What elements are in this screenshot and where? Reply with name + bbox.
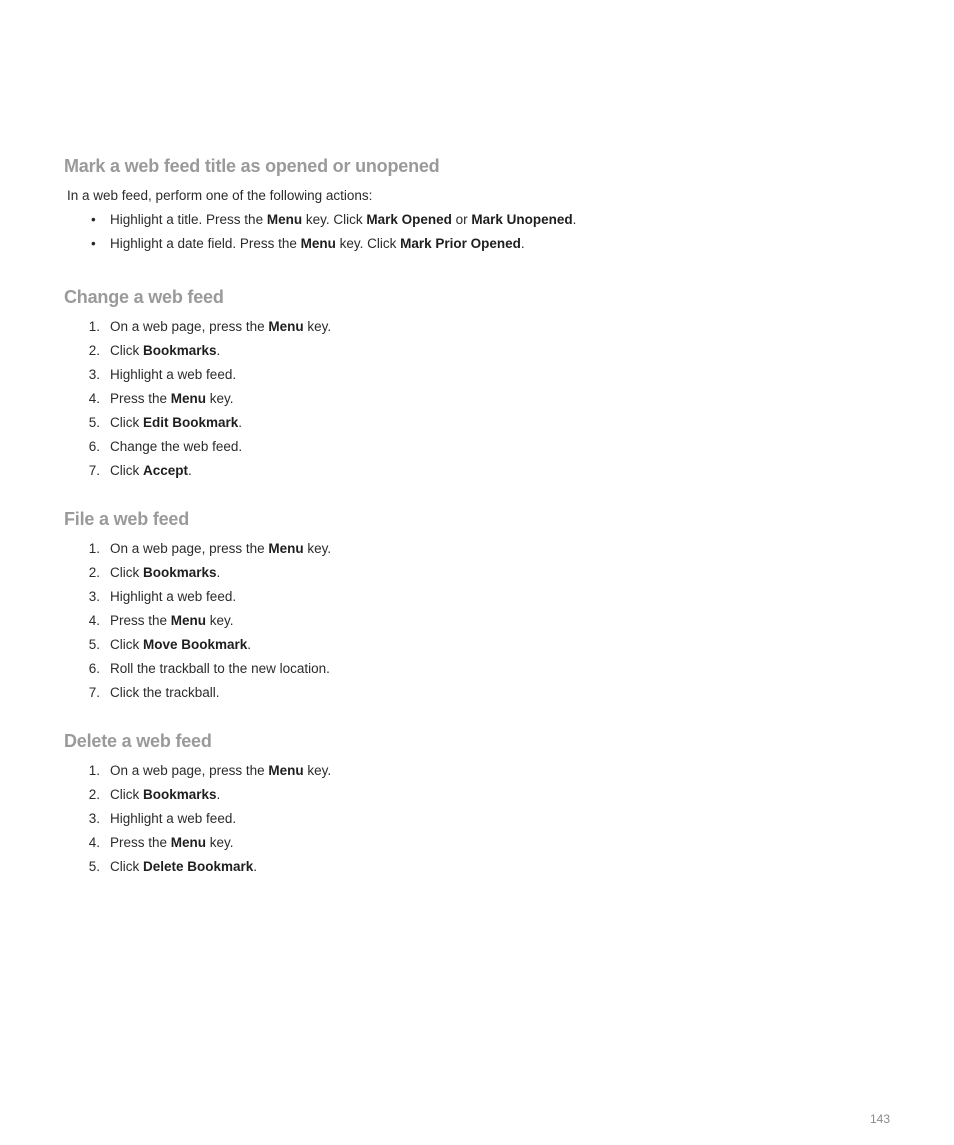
step-text: key. (303, 541, 332, 556)
ui-term: Bookmarks (143, 787, 217, 802)
step-text: key. (303, 319, 332, 334)
step-text: . (572, 212, 577, 227)
list-item (64, 363, 864, 387)
step-text: or (451, 212, 472, 227)
step-text: Highlight a web feed. (110, 367, 237, 382)
step-number: 7. (88, 685, 100, 700)
list-item (64, 657, 864, 681)
ui-term: Menu (170, 391, 207, 406)
ui-term: Menu (268, 319, 304, 334)
list-item (64, 561, 864, 585)
list-item (64, 387, 864, 411)
page-number: 143 (869, 1112, 890, 1126)
step-text: On a web page, press the (110, 763, 269, 778)
section-file-feed (64, 507, 864, 705)
step-text: Press the (110, 835, 171, 850)
section-title: Delete a web feed (64, 731, 212, 751)
step-text: . (238, 415, 243, 430)
list-item (64, 681, 864, 705)
section-title: Mark a web feed title as opened or unopened (64, 156, 440, 176)
step-text: Roll the trackball to the new location. (110, 661, 330, 676)
step-text: Change the web feed. (110, 439, 243, 454)
step-text: key. Click (335, 236, 401, 251)
step-text: . (520, 236, 525, 251)
list-item (64, 537, 864, 561)
bullet-marker: • (91, 236, 96, 251)
step-number: 5. (88, 859, 100, 874)
ui-term: Menu (300, 236, 336, 251)
ui-term: Bookmarks (143, 343, 217, 358)
step-text: key. (303, 763, 332, 778)
step-number: 4. (88, 391, 100, 406)
step-number: 3. (88, 367, 100, 382)
step-number: 6. (88, 439, 100, 454)
step-text: Click (110, 787, 143, 802)
section-delete-feed (64, 729, 864, 879)
ui-term: Menu (170, 613, 207, 628)
step-text: Click (110, 415, 143, 430)
list-item (64, 807, 864, 831)
step-text: Highlight a web feed. (110, 589, 237, 604)
ui-term: Mark Opened (366, 212, 452, 227)
step-number: 3. (88, 589, 100, 604)
ui-term: Move Bookmark (143, 637, 248, 652)
list-item (64, 232, 864, 256)
list-item (64, 585, 864, 609)
step-text: Highlight a title. Press the (110, 212, 267, 227)
section-title: Change a web feed (64, 287, 224, 307)
ui-term: Mark Unopened (471, 212, 573, 227)
list-item (64, 315, 864, 339)
step-text: . (216, 343, 221, 358)
step-number: 5. (88, 637, 100, 652)
step-text: . (253, 859, 258, 874)
step-number: 2. (88, 565, 100, 580)
ui-term: Delete Bookmark (143, 859, 254, 874)
list-item (64, 459, 864, 483)
step-text: Highlight a date field. Press the (110, 236, 301, 251)
step-number: 7. (88, 463, 100, 478)
step-text: . (216, 565, 221, 580)
ui-term: Mark Prior Opened (400, 236, 521, 251)
numbered-list (64, 759, 864, 879)
step-number: 3. (88, 811, 100, 826)
ui-term: Menu (268, 541, 304, 556)
list-item (64, 633, 864, 657)
step-text: Click (110, 343, 143, 358)
step-number: 2. (88, 343, 100, 358)
step-number: 4. (88, 835, 100, 850)
step-text: Press the (110, 391, 171, 406)
section-title: File a web feed (64, 509, 190, 529)
step-text: key. Click (302, 212, 367, 227)
step-text: Click (110, 565, 143, 580)
step-text: Click (110, 637, 143, 652)
section-change-feed (64, 285, 864, 483)
step-text: . (216, 787, 221, 802)
step-text: key. (206, 391, 234, 406)
bullet-marker: • (91, 212, 96, 227)
step-text: Press the (110, 613, 171, 628)
list-item (64, 435, 864, 459)
step-text: key. (206, 835, 234, 850)
numbered-list (64, 537, 864, 705)
list-item (64, 339, 864, 363)
ui-term: Edit Bookmark (143, 415, 239, 430)
step-text: Click (110, 859, 143, 874)
list-item (64, 783, 864, 807)
ui-term: Menu (266, 212, 303, 227)
list-item (64, 208, 864, 232)
step-number: 1. (88, 763, 100, 778)
list-item (64, 759, 864, 783)
step-number: 1. (88, 319, 100, 334)
bullet-list (64, 208, 864, 256)
step-text: On a web page, press the (110, 541, 269, 556)
list-item (64, 609, 864, 633)
section-mark-opened (64, 154, 864, 256)
step-text: . (247, 637, 252, 652)
list-item (64, 831, 864, 855)
step-number: 1. (88, 541, 100, 556)
step-number: 2. (88, 787, 100, 802)
ui-term: Bookmarks (143, 565, 217, 580)
ui-term: Accept (143, 463, 189, 478)
list-item (64, 411, 864, 435)
numbered-list (64, 315, 864, 483)
step-text: Click (110, 463, 143, 478)
step-number: 5. (88, 415, 100, 430)
step-text: . (188, 463, 192, 478)
list-item (64, 855, 864, 879)
section-intro: In a web feed, perform one of the following actions: (67, 188, 373, 203)
step-text: key. (206, 613, 234, 628)
ui-term: Menu (268, 763, 304, 778)
step-text: On a web page, press the (110, 319, 269, 334)
step-number: 6. (88, 661, 100, 676)
step-text: Click the trackball. (110, 685, 220, 700)
step-text: Highlight a web feed. (110, 811, 237, 826)
ui-term: Menu (170, 835, 207, 850)
step-number: 4. (88, 613, 100, 628)
